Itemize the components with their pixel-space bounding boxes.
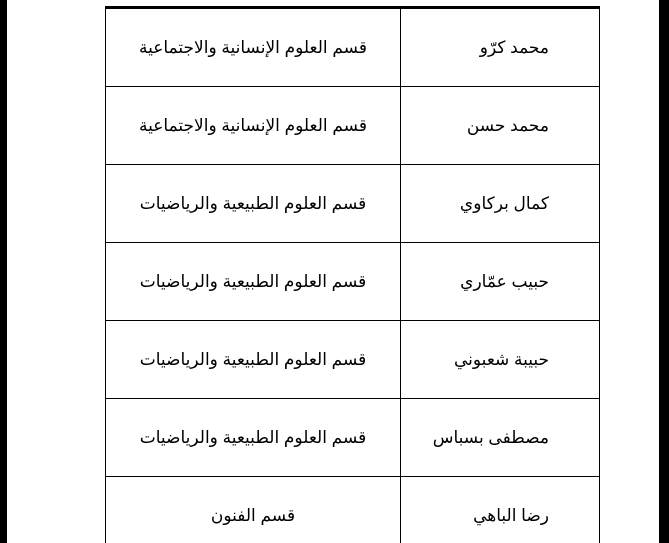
table-row bbox=[106, 477, 600, 543]
name-cell: حبيب عمّاري bbox=[401, 243, 600, 321]
department-cell: قسم العلوم الإنسانية والاجتماعية bbox=[106, 9, 401, 87]
table-row bbox=[106, 9, 600, 87]
table-row bbox=[106, 165, 600, 243]
department-cell: قسم العلوم الطبيعية والرياضيات bbox=[106, 321, 401, 399]
name-cell: محمد كرّو bbox=[401, 9, 600, 87]
page-edge-left bbox=[0, 0, 7, 543]
name-cell: محمد حسن bbox=[401, 87, 600, 165]
department-cell: قسم العلوم الطبيعية والرياضيات bbox=[106, 165, 401, 243]
table-row bbox=[106, 399, 600, 477]
table-row bbox=[106, 243, 600, 321]
table-row bbox=[106, 321, 600, 399]
name-cell: حبيبة شعبوني bbox=[401, 321, 600, 399]
name-cell: مصطفى بسباس bbox=[401, 399, 600, 477]
name-cell: كمال بركاوي bbox=[401, 165, 600, 243]
page-edge-right bbox=[659, 0, 669, 543]
staff-table bbox=[105, 6, 600, 543]
name-cell: رضا الباهي bbox=[401, 477, 600, 543]
department-cell: قسم الفنون bbox=[106, 477, 401, 543]
department-cell: قسم العلوم الطبيعية والرياضيات bbox=[106, 243, 401, 321]
department-cell: قسم العلوم الإنسانية والاجتماعية bbox=[106, 87, 401, 165]
department-cell: قسم العلوم الطبيعية والرياضيات bbox=[106, 399, 401, 477]
table-row bbox=[106, 87, 600, 165]
